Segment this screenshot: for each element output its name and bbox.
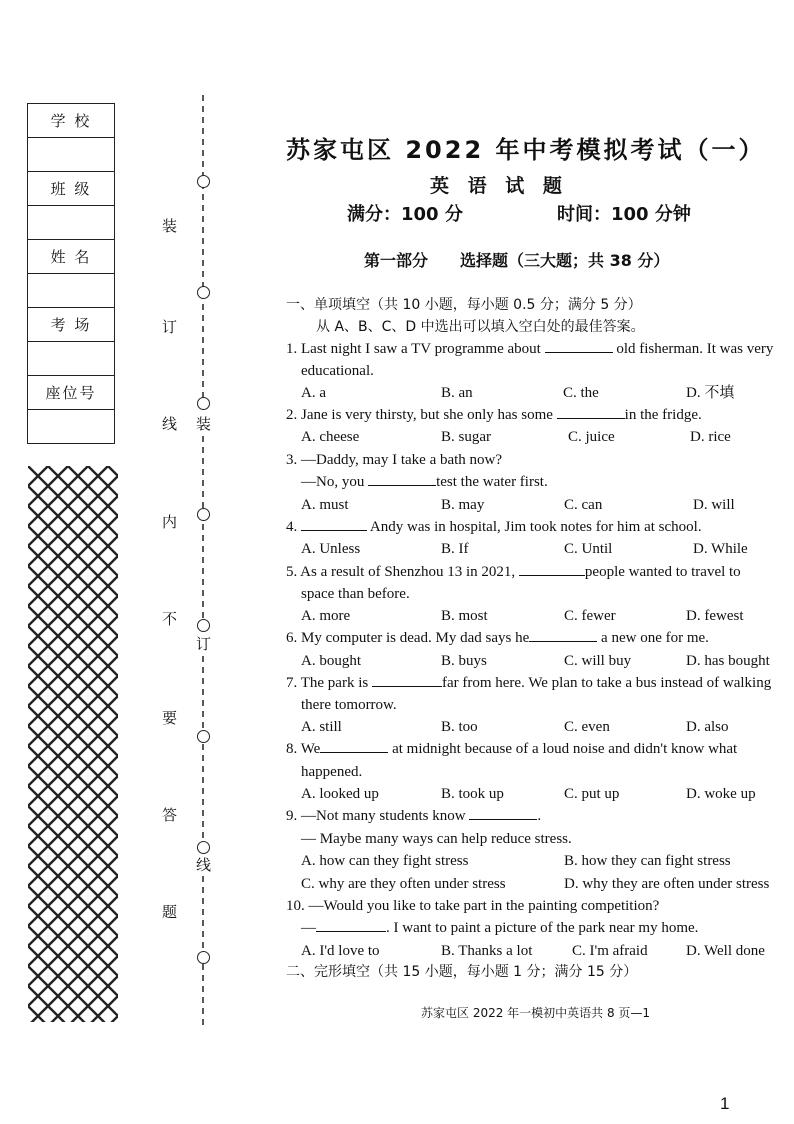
seal-text: 线 xyxy=(196,856,212,874)
answer-blank[interactable] xyxy=(368,471,436,486)
question-8: 8. We at midnight because of a loud noise and didn't know what xyxy=(286,738,737,760)
option-a[interactable]: A. how can they fight stress xyxy=(301,853,469,869)
option-b[interactable]: B. buys xyxy=(441,653,487,669)
answer-blank[interactable] xyxy=(372,672,442,687)
option-d[interactable]: D. also xyxy=(686,719,729,735)
question-continuation: educational. xyxy=(301,363,374,379)
option-c[interactable]: C. even xyxy=(564,719,610,735)
option-d[interactable]: D. While xyxy=(693,541,748,557)
question-7: 7. The park is far from here. We plan to take a bus instead of walking xyxy=(286,672,771,694)
option-d[interactable]: D. has bought xyxy=(686,653,770,669)
exam-time: 时间：100 分钟 xyxy=(557,204,691,225)
question-continuation: —No, you test the water first. xyxy=(301,471,548,493)
seal-hole xyxy=(197,508,210,521)
option-d[interactable]: D. Well done xyxy=(686,943,765,959)
answer-blank[interactable] xyxy=(557,404,625,419)
class-field[interactable] xyxy=(28,206,115,240)
answer-blank[interactable] xyxy=(529,627,597,642)
section-instruction: 从 A、B、C、D 中选出可以填入空白处的最佳答案。 xyxy=(316,319,645,335)
option-c[interactable]: C. fewer xyxy=(564,608,616,624)
exam-room-label: 考 场 xyxy=(28,308,115,342)
crosshatch-pattern xyxy=(28,466,118,1022)
option-a[interactable]: A. still xyxy=(301,719,342,735)
option-a[interactable]: A. must xyxy=(301,497,349,513)
answer-blank[interactable] xyxy=(320,738,388,753)
option-a[interactable]: A. I'd love to xyxy=(301,943,380,959)
option-b[interactable]: B. took up xyxy=(441,786,504,802)
class-label: 班 级 xyxy=(28,172,115,206)
question-continuation: happened. xyxy=(301,764,363,780)
option-b[interactable]: B. may xyxy=(441,497,485,513)
seal-hole xyxy=(197,730,210,743)
answer-blank[interactable] xyxy=(545,338,613,353)
seal-hole xyxy=(197,841,210,854)
option-d[interactable]: D. will xyxy=(693,497,735,513)
option-b[interactable]: B. how they can fight stress xyxy=(564,853,731,869)
question-9: 9. —Not many students know . xyxy=(286,805,541,827)
seal-text: 订 xyxy=(162,318,178,336)
seal-text: 线 xyxy=(162,415,178,433)
seal-hole xyxy=(197,397,210,410)
option-d[interactable]: D. 不填 xyxy=(686,385,735,401)
option-b[interactable]: B. sugar xyxy=(441,429,491,445)
question-continuation: — Maybe many ways can help reduce stress. xyxy=(301,831,572,847)
seal-hole xyxy=(197,619,210,632)
school-field[interactable] xyxy=(28,138,115,172)
exam-title: 苏家屯区 2022 年中考模拟考试（一） xyxy=(286,136,766,164)
option-a[interactable]: A. more xyxy=(301,608,351,624)
seal-text: 答 xyxy=(162,806,178,824)
seal-hole xyxy=(197,286,210,299)
question-continuation: there tomorrow. xyxy=(301,697,397,713)
section-title: 二、完形填空（共 15 小题，每小题 1 分；满分 15 分） xyxy=(286,964,638,980)
option-d[interactable]: D. rice xyxy=(690,429,731,445)
option-c[interactable]: C. the xyxy=(563,385,599,401)
subject-title: 英 语 试 题 xyxy=(430,175,562,197)
option-a[interactable]: A. cheese xyxy=(301,429,360,445)
answer-blank[interactable] xyxy=(301,516,367,531)
option-c[interactable]: C. will buy xyxy=(564,653,632,669)
question-6: 6. My computer is dead. My dad says he a new one for me. xyxy=(286,627,709,649)
question-continuation: — . I want to paint a picture of the park near my home. xyxy=(301,917,698,939)
seat-field[interactable] xyxy=(28,410,115,444)
question-10: 10. —Would you like to take part in the painting competition? xyxy=(286,898,660,914)
name-field[interactable] xyxy=(28,274,115,308)
seal-dashed-line xyxy=(200,95,208,1030)
school-label: 学 校 xyxy=(28,104,115,138)
option-b[interactable]: B. most xyxy=(441,608,488,624)
option-c[interactable]: C. Until xyxy=(564,541,613,557)
seal-text: 不 xyxy=(162,610,178,628)
exam-room-field[interactable] xyxy=(28,342,115,376)
option-a[interactable]: A. looked up xyxy=(301,786,379,802)
question-2: 2. Jane is very thirsty, but she only has some in the fridge. xyxy=(286,404,702,426)
seal-text: 装 xyxy=(196,415,212,433)
option-c[interactable]: C. juice xyxy=(568,429,615,445)
option-c[interactable]: C. why are they often under stress xyxy=(301,876,506,892)
seat-label: 座位号 xyxy=(28,376,115,410)
answer-blank[interactable] xyxy=(519,561,585,576)
full-score: 满分：100 分 xyxy=(347,204,463,225)
seal-text: 订 xyxy=(196,635,212,653)
seal-hole xyxy=(197,175,210,188)
seal-text: 装 xyxy=(162,217,178,235)
question-continuation: space than before. xyxy=(301,586,410,602)
seal-hole xyxy=(197,951,210,964)
question-5: 5. As a result of Shenzhou 13 in 2021, people wanted to travel to xyxy=(286,561,741,583)
option-a[interactable]: A. Unless xyxy=(301,541,361,557)
option-d[interactable]: D. fewest xyxy=(686,608,744,624)
option-d[interactable]: D. woke up xyxy=(686,786,756,802)
answer-blank[interactable] xyxy=(316,917,386,932)
seal-text: 内 xyxy=(162,513,178,531)
part-title: 第一部分 选择题（三大题；共 38 分） xyxy=(364,251,670,270)
option-b[interactable]: B. an xyxy=(441,385,473,401)
option-b[interactable]: B. If xyxy=(441,541,469,557)
question-3: 3. —Daddy, may I take a bath now? xyxy=(286,452,503,468)
question-4: 4. Andy was in hospital, Jim took notes for him at school. xyxy=(286,516,702,538)
page-footer: 苏家屯区 2022 年一模初中英语共 8 页—1 xyxy=(421,1006,651,1020)
answer-blank[interactable] xyxy=(469,805,537,820)
option-b[interactable]: B. Thanks a lot xyxy=(441,943,533,959)
seal-text: 要 xyxy=(162,709,178,727)
option-c[interactable]: C. put up xyxy=(564,786,620,802)
option-a[interactable]: A. bought xyxy=(301,653,361,669)
option-b[interactable]: B. too xyxy=(441,719,478,735)
option-d[interactable]: D. why they are often under stress xyxy=(564,876,770,892)
section-title: 一、单项填空（共 10 小题，每小题 0.5 分；满分 5 分） xyxy=(286,297,642,313)
student-info-table xyxy=(27,103,115,444)
question-1: 1. Last night I saw a TV programme about old fisherman. It was very xyxy=(286,338,773,360)
option-a[interactable]: A. a xyxy=(301,385,326,401)
seal-text: 题 xyxy=(162,903,178,921)
option-c[interactable]: C. I'm afraid xyxy=(572,943,648,959)
option-c[interactable]: C. can xyxy=(564,497,603,513)
page-number: 1 xyxy=(720,1094,730,1113)
name-label: 姓 名 xyxy=(28,240,115,274)
